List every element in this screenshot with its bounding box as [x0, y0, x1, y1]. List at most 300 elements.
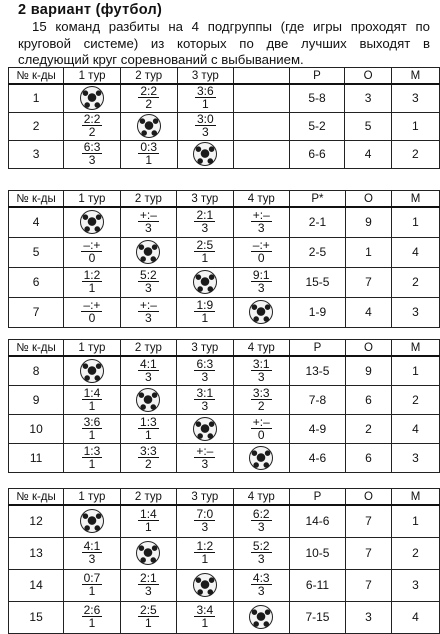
column-header: № к-ды [9, 340, 64, 357]
match-score: 6:2 [252, 507, 270, 522]
empty-cell [234, 84, 289, 112]
column-header: М [391, 340, 439, 357]
place: 4 [391, 414, 439, 443]
score-fraction [194, 239, 215, 264]
column-header: 2 тур [120, 191, 176, 208]
place: 3 [391, 569, 439, 601]
team-number: 15 [9, 601, 64, 633]
score-fraction [82, 445, 103, 470]
score-fraction [251, 239, 272, 264]
match-result-cell [233, 237, 289, 267]
team-number: 11 [9, 443, 64, 472]
match-result-cell [233, 414, 289, 443]
soccer-ball-icon [136, 388, 160, 412]
table-row [9, 267, 440, 297]
table-row [9, 207, 440, 237]
place: 2 [391, 267, 439, 297]
column-header: № к-ды [9, 489, 64, 506]
score-fraction [251, 209, 272, 234]
match-score: 3:1 [196, 385, 214, 400]
match-result-cell [64, 601, 120, 633]
match-score: +:– [252, 414, 270, 429]
match-result-cell [120, 356, 176, 385]
score-fraction [138, 358, 159, 383]
column-header: № к-ды [9, 191, 64, 208]
match-result-cell [177, 601, 233, 633]
match-points: 0 [257, 251, 265, 265]
column-header: О [345, 68, 391, 85]
match-points: 1 [145, 616, 152, 630]
match-score: 1:2 [196, 539, 214, 553]
table-row [9, 385, 440, 414]
match-result-cell [177, 84, 234, 112]
goals-ratio: 5-2 [289, 112, 345, 140]
match-points: 1 [88, 398, 96, 413]
match-points: 1 [145, 153, 153, 167]
table-row [9, 140, 440, 168]
match-result-cell [64, 237, 120, 267]
own-match-cell [177, 267, 233, 297]
match-points: 1 [202, 97, 209, 112]
goals-ratio: 2-1 [290, 207, 346, 237]
score-fraction [82, 113, 103, 138]
match-score: 6:3 [83, 140, 101, 154]
match-points: 3 [201, 520, 209, 535]
soccer-ball-icon [136, 240, 160, 264]
table-row [9, 505, 440, 537]
match-points: 3 [257, 520, 265, 535]
column-header: М [391, 489, 439, 506]
match-points: 0 [257, 427, 265, 442]
match-score: 3:6 [83, 414, 101, 429]
column-header: 3 тур [177, 340, 233, 357]
score-fraction [82, 572, 103, 597]
own-match-cell [120, 385, 176, 414]
match-points: 3 [201, 456, 209, 471]
score-fraction [251, 508, 272, 533]
match-points: 3 [257, 369, 265, 384]
place: 1 [391, 112, 439, 140]
match-score: +:– [252, 208, 270, 223]
team-number: 14 [9, 569, 64, 601]
score-fraction [82, 540, 103, 565]
match-score: 5:2 [252, 539, 270, 553]
column-header [234, 68, 289, 85]
place: 3 [391, 84, 439, 112]
match-score: 3:0 [197, 112, 214, 126]
group-table-3 [8, 339, 440, 473]
team-number: 3 [9, 140, 64, 168]
header-row [9, 340, 440, 357]
table-row [9, 112, 440, 140]
match-result-cell [64, 414, 120, 443]
points-total: 9 [345, 356, 391, 385]
column-header: Р [290, 340, 346, 357]
match-points: 1 [145, 427, 152, 442]
score-fraction [138, 416, 159, 441]
table-row [9, 537, 440, 569]
match-result-cell [233, 569, 289, 601]
score-fraction [194, 445, 215, 470]
column-header: 1 тур [64, 191, 120, 208]
own-match-cell [120, 537, 176, 569]
column-header: 1 тур [64, 68, 121, 85]
score-fraction [138, 299, 159, 324]
match-points: 2 [88, 125, 96, 139]
table-row [9, 443, 440, 472]
own-match-cell [233, 443, 289, 472]
score-fraction [195, 85, 216, 110]
match-score: 9:1 [252, 268, 270, 282]
match-score: +:– [139, 298, 157, 312]
column-header: 3 тур [177, 191, 233, 208]
soccer-ball-icon [193, 270, 217, 294]
match-result-cell [120, 414, 176, 443]
match-score: 5:2 [140, 268, 157, 282]
match-points: 1 [88, 281, 96, 295]
match-result-cell [120, 207, 176, 237]
group-table-2 [8, 190, 440, 328]
match-score: 1:4 [83, 385, 101, 400]
match-score: 2:6 [83, 603, 101, 617]
soccer-ball-icon [193, 142, 217, 166]
goals-ratio: 5-8 [289, 84, 345, 112]
intro-text: 15 команд разбиты на 4 подгруппы (где игры проходят по круговой системе) из которых по две лучших выходят в следующий круг соревнований с выбыванием. [18, 19, 430, 67]
match-result-cell [233, 385, 289, 414]
own-match-cell [233, 297, 289, 327]
table-row [9, 237, 440, 267]
soccer-ball-icon [193, 417, 217, 441]
match-score: 4:1 [83, 539, 101, 553]
match-score: 3:4 [196, 603, 214, 617]
score-fraction [138, 604, 159, 629]
points-total: 1 [345, 237, 391, 267]
place: 1 [391, 207, 439, 237]
match-result-cell [177, 207, 233, 237]
place: 4 [391, 601, 439, 633]
goals-ratio: 7-8 [290, 385, 346, 414]
team-number: 1 [9, 84, 64, 112]
soccer-ball-icon [193, 573, 217, 597]
match-score: 2:2 [140, 84, 158, 99]
empty-cell [234, 140, 289, 168]
score-fraction [194, 209, 215, 234]
score-fraction [82, 387, 103, 412]
match-points: 1 [88, 584, 96, 598]
table-row [9, 569, 440, 601]
match-result-cell [120, 84, 177, 112]
match-score: –:+ [83, 238, 101, 252]
match-points: 3 [257, 552, 265, 566]
team-number: 10 [9, 414, 64, 443]
column-header: Р [290, 489, 346, 506]
team-number: 4 [9, 207, 64, 237]
score-fraction [82, 416, 103, 441]
column-header: 4 тур [233, 191, 289, 208]
page-title: 2 вариант (футбол) [18, 2, 163, 18]
score-fraction [138, 572, 159, 597]
score-fraction [194, 508, 215, 533]
match-result-cell [233, 537, 289, 569]
header-row [9, 68, 440, 85]
match-points: 3 [88, 153, 96, 167]
goals-ratio: 13-5 [290, 356, 346, 385]
table-row [9, 84, 440, 112]
column-header: 1 тур [64, 340, 120, 357]
group-table-4 [8, 488, 440, 634]
column-header: 2 тур [120, 489, 176, 506]
score-fraction [251, 387, 272, 412]
points-total: 3 [345, 84, 391, 112]
match-score: 1:3 [140, 414, 157, 429]
match-score: 0:7 [83, 571, 101, 585]
column-header: М [391, 191, 439, 208]
match-points: 3 [145, 281, 152, 295]
goals-ratio: 6-6 [289, 140, 345, 168]
score-fraction [81, 299, 102, 324]
match-points: 3 [201, 398, 209, 413]
match-score: 1:4 [140, 507, 157, 522]
match-result-cell [177, 443, 233, 472]
goals-ratio: 4-9 [290, 414, 346, 443]
score-fraction [138, 508, 159, 533]
match-points: 2 [257, 398, 265, 413]
match-score: 2:5 [196, 238, 214, 252]
match-result-cell [233, 207, 289, 237]
team-number: 2 [9, 112, 64, 140]
points-total: 4 [345, 297, 391, 327]
match-result-cell [64, 385, 120, 414]
match-points: 3 [257, 584, 265, 598]
match-result-cell [120, 443, 176, 472]
column-header: М [391, 68, 439, 85]
match-score: 2:2 [83, 112, 101, 126]
score-fraction [195, 113, 216, 138]
score-fraction [81, 239, 102, 264]
match-score: –:+ [83, 298, 101, 312]
match-score: 6:3 [196, 356, 214, 371]
score-fraction [194, 299, 215, 324]
match-result-cell [64, 297, 120, 327]
match-points: 1 [88, 616, 96, 630]
header-row [9, 489, 440, 506]
header-row [9, 191, 440, 208]
place: 1 [391, 356, 439, 385]
score-fraction [251, 269, 272, 294]
score-fraction [194, 604, 215, 629]
points-total: 7 [345, 267, 391, 297]
own-match-cell [177, 140, 234, 168]
match-result-cell [233, 505, 289, 537]
match-points: 0 [88, 311, 96, 325]
score-fraction [251, 572, 272, 597]
match-points: 3 [145, 311, 152, 325]
soccer-ball-icon [80, 86, 104, 110]
match-result-cell [177, 385, 233, 414]
score-fraction [251, 416, 272, 441]
points-total: 6 [345, 443, 391, 472]
team-number: 8 [9, 356, 64, 385]
match-points: 3 [257, 221, 265, 236]
match-score: +:– [196, 443, 214, 458]
goals-ratio: 1-9 [290, 297, 346, 327]
goals-ratio: 4-6 [290, 443, 346, 472]
match-result-cell [233, 267, 289, 297]
column-header: О [345, 340, 391, 357]
match-points: 3 [201, 221, 209, 236]
table-row [9, 356, 440, 385]
match-score: 3:1 [252, 356, 270, 371]
place: 2 [391, 385, 439, 414]
team-number: 6 [9, 267, 64, 297]
table-row [9, 297, 440, 327]
score-fraction [138, 141, 159, 166]
place: 3 [391, 443, 439, 472]
team-number: 7 [9, 297, 64, 327]
match-result-cell [120, 505, 176, 537]
score-fraction [138, 209, 159, 234]
match-points: 3 [257, 281, 265, 295]
team-number: 9 [9, 385, 64, 414]
column-header: 3 тур [177, 489, 233, 506]
points-total: 9 [345, 207, 391, 237]
match-score: 3:3 [252, 385, 270, 400]
place: 2 [391, 140, 439, 168]
goals-ratio: 10-5 [290, 537, 346, 569]
match-score: 1:2 [83, 268, 101, 282]
match-points: 0 [88, 251, 96, 265]
match-result-cell [64, 443, 120, 472]
points-total: 7 [345, 537, 391, 569]
column-header: О [345, 489, 391, 506]
match-result-cell [233, 356, 289, 385]
match-points: 2 [145, 456, 152, 471]
match-score: 3:6 [197, 84, 214, 99]
match-points: 1 [201, 251, 209, 265]
match-result-cell [64, 140, 121, 168]
soccer-ball-icon [249, 605, 273, 629]
column-header: Р [289, 68, 345, 85]
place: 4 [391, 237, 439, 267]
empty-cell [234, 112, 289, 140]
score-fraction [194, 358, 215, 383]
own-match-cell [120, 112, 177, 140]
column-header: 3 тур [177, 68, 234, 85]
points-total: 2 [345, 414, 391, 443]
own-match-cell [120, 237, 176, 267]
match-points: 3 [145, 584, 152, 598]
match-score: 2:1 [196, 208, 214, 223]
column-header: 4 тур [233, 489, 289, 506]
match-result-cell [177, 237, 233, 267]
match-score: 1:9 [196, 298, 214, 312]
team-number: 12 [9, 505, 64, 537]
soccer-ball-icon [80, 359, 104, 383]
match-points: 3 [201, 369, 209, 384]
own-match-cell [177, 569, 233, 601]
match-result-cell [64, 537, 120, 569]
match-score: 4:1 [140, 356, 157, 371]
score-fraction [194, 540, 215, 565]
own-match-cell [64, 505, 120, 537]
match-result-cell [120, 297, 176, 327]
column-header: Р* [290, 191, 346, 208]
score-fraction [82, 141, 103, 166]
score-fraction [82, 269, 103, 294]
column-header: 1 тур [64, 489, 120, 506]
match-result-cell [177, 297, 233, 327]
own-match-cell [64, 84, 121, 112]
match-points: 3 [88, 552, 96, 566]
match-result-cell [64, 569, 120, 601]
own-match-cell [64, 207, 120, 237]
match-result-cell [177, 112, 234, 140]
match-points: 1 [88, 456, 96, 471]
soccer-ball-icon [136, 541, 160, 565]
goals-ratio: 7-15 [290, 601, 346, 633]
points-total: 6 [345, 385, 391, 414]
column-header: 2 тур [120, 340, 176, 357]
soccer-ball-icon [80, 509, 104, 533]
score-fraction [138, 269, 159, 294]
points-total: 7 [345, 569, 391, 601]
score-fraction [251, 540, 272, 565]
points-total: 4 [345, 140, 391, 168]
match-result-cell [177, 505, 233, 537]
place: 3 [391, 297, 439, 327]
goals-ratio: 15-5 [290, 267, 346, 297]
match-result-cell [120, 267, 176, 297]
match-points: 1 [201, 552, 209, 566]
soccer-ball-icon [80, 210, 104, 234]
soccer-ball-icon [249, 300, 273, 324]
match-points: 1 [145, 520, 152, 535]
team-number: 5 [9, 237, 64, 267]
column-header: № к-ды [9, 68, 64, 85]
own-match-cell [233, 601, 289, 633]
goals-ratio: 6-11 [290, 569, 346, 601]
column-header: 4 тур [233, 340, 289, 357]
column-header: 2 тур [120, 68, 177, 85]
match-points: 1 [88, 427, 96, 442]
match-points: 3 [202, 125, 209, 139]
match-score: –:+ [252, 238, 270, 252]
match-result-cell [64, 112, 121, 140]
place: 2 [391, 537, 439, 569]
match-score: +:– [139, 208, 157, 223]
points-total: 5 [345, 112, 391, 140]
match-result-cell [120, 140, 177, 168]
match-points: 1 [201, 311, 209, 325]
team-number: 13 [9, 537, 64, 569]
place: 1 [391, 505, 439, 537]
soccer-ball-icon [137, 114, 161, 138]
score-fraction [251, 358, 272, 383]
match-points: 1 [201, 616, 209, 630]
match-score: 1:3 [83, 443, 101, 458]
goals-ratio: 14-6 [290, 505, 346, 537]
match-score: 0:3 [140, 140, 158, 154]
score-fraction [194, 387, 215, 412]
score-fraction [138, 85, 159, 110]
soccer-ball-icon [249, 446, 273, 470]
table-row [9, 414, 440, 443]
group-table-1 [8, 67, 440, 169]
match-result-cell [120, 569, 176, 601]
match-score: 3:3 [140, 443, 157, 458]
match-points: 3 [145, 221, 152, 236]
own-match-cell [64, 356, 120, 385]
